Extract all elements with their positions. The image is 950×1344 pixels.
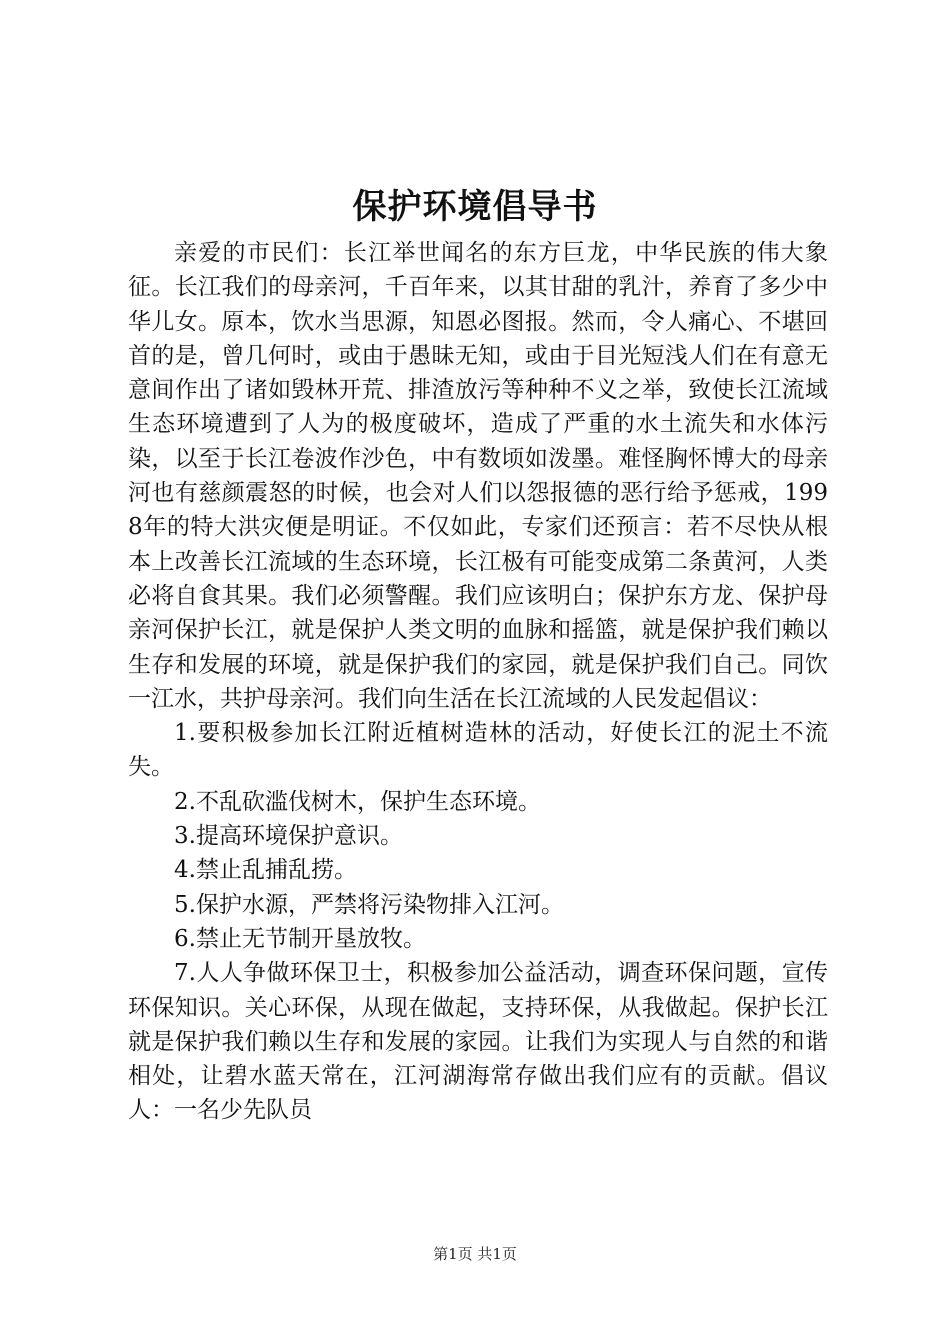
proposal-item-2: 2.不乱砍滥伐树木，保护生态环境。 (174, 788, 541, 815)
page-footer: 第1页 共1页 (433, 1245, 517, 1263)
document-title: 保护环境倡导书 (352, 187, 598, 227)
proposal-item-7: 7.人人争做环保卫士，积极参加公益活动，调查环保问题，宣传环保知识。关心环保，从现在做起，支持环保，从我做起。保护长江就是保护我们赖以生存和发展的家园。让我们为实现人与自然的和谐相处，让碧水蓝天常在，江河湖海常存做出我们应有的贡献。倡议人：一名少先队员 (128, 960, 828, 1124)
proposal-item-6: 6.禁止无节制开垦放牧。 (174, 925, 426, 952)
intro-paragraph: 亲爱的市民们：长江举世闻名的东方巨龙，中华民族的伟大象征。长江我们的母亲河，千百年来，以其甘甜的乳汁，养育了多少中华儿女。原本，饮水当思源，知恩必图报。然而，令人痛心、不堪回首的是，曾几何时，或由于愚昧无知，或由于目光短浅人们在有意无意间作出了诸如毁林开荒、排渣放污等种种不义之举，致使长江流域生态环境遭到了人为的极度破坏，造成了严重的水土流失和水体污染，以至于长江卷波作沙色，中有数顷如泼墨。难怪胸怀博大的母亲河也有慈颜震怒的时候，也会对人们以怨报德的恶行给予惩戒，1998年的特大洪灾便是明证。不仅如此，专家们还预言：若不尽快从根本上改善长江流域的生态环境，长江极有可能变成第二条黄河，人类必将自食其果。我们必须警醒。我们应该明白；保护东方龙、保护母亲河保护长江，就是保护人类文明的血脉和摇篮，就是保护我们赖以生存和发展的环境，就是保护我们的家园，就是保护我们自己。同饮一江水，共护母亲河。我们向生活在长江流域的人民发起倡议： (128, 240, 828, 712)
proposal-item-3: 3.提高环境保护意识。 (174, 823, 403, 850)
proposal-item-5: 5.保护水源，严禁将污染物排入江河。 (174, 891, 564, 918)
proposal-item-4: 4.禁止乱捕乱捞。 (174, 857, 357, 884)
document-body (128, 236, 828, 1128)
proposal-item-1: 1.要积极参加长江附近植树造林的活动，好使长江的泥土不流失。 (128, 720, 828, 781)
